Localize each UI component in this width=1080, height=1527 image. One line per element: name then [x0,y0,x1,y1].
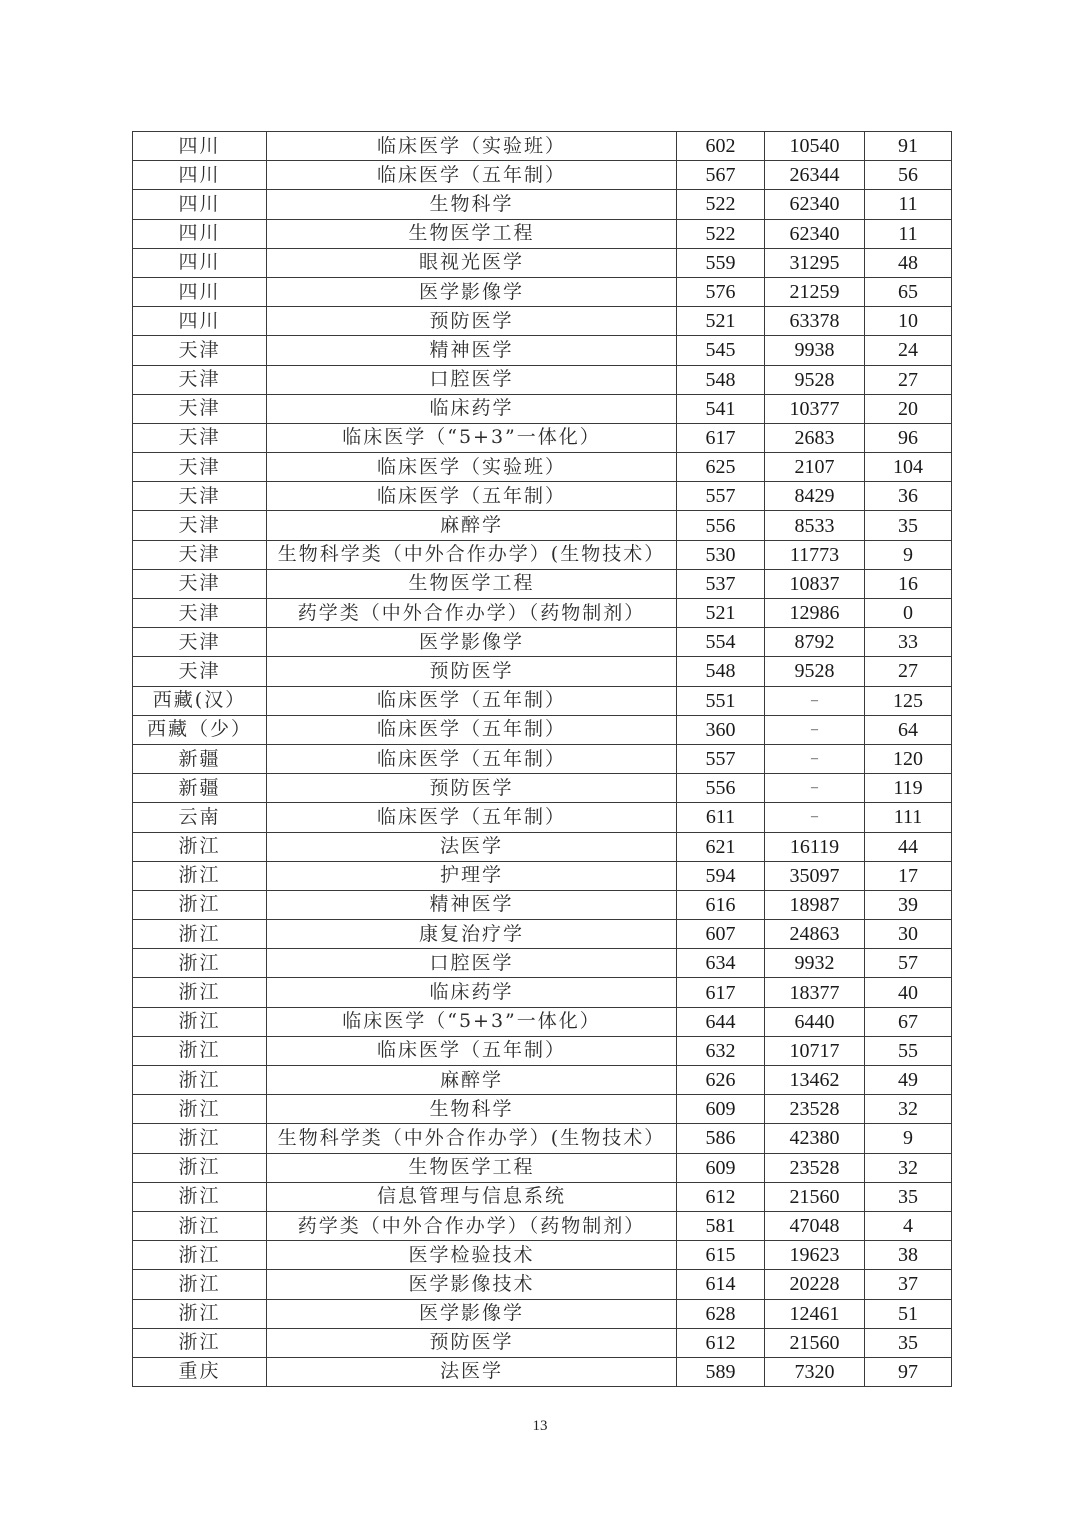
major-cell: 临床医学（实验班） [267,453,677,482]
min-score-cell: 616 [677,890,765,919]
score-over-line-cell: 35 [865,1182,952,1211]
rank-cell: 7320 [765,1357,865,1386]
rank-cell: 8429 [765,482,865,511]
table-row [133,1328,952,1357]
table-row [133,1066,952,1095]
score-over-line-cell: 57 [865,949,952,978]
major-cell: 医学影像技术 [267,1270,677,1299]
min-score-cell: 548 [677,365,765,394]
min-score-cell: 556 [677,774,765,803]
min-score-cell: 607 [677,920,765,949]
rank-cell: 2683 [765,423,865,452]
rank-cell: 26344 [765,161,865,190]
major-cell: 临床医学（“5+3”一体化） [267,1007,677,1036]
province-cell: 天津 [133,423,267,452]
rank-cell: 18987 [765,890,865,919]
province-cell: 天津 [133,365,267,394]
table-row [133,832,952,861]
major-cell: 麻醉学 [267,1066,677,1095]
min-score-cell: 621 [677,832,765,861]
province-cell: 浙江 [133,1066,267,1095]
score-over-line-cell: 91 [865,132,952,161]
min-score-cell: 557 [677,482,765,511]
score-over-line-cell: 49 [865,1066,952,1095]
min-score-cell: 522 [677,219,765,248]
rank-cell: 10717 [765,1036,865,1065]
major-cell: 生物医学工程 [267,569,677,598]
score-over-line-cell: 40 [865,978,952,1007]
province-cell: 四川 [133,161,267,190]
major-cell: 生物科学 [267,190,677,219]
table-row [133,1036,952,1065]
score-over-line-cell: 33 [865,628,952,657]
province-cell: 浙江 [133,1007,267,1036]
province-cell: 浙江 [133,1153,267,1182]
score-over-line-cell: 120 [865,744,952,773]
table-row [133,1211,952,1240]
rank-cell: 62340 [765,219,865,248]
score-over-line-cell: 27 [865,657,952,686]
major-cell: 生物科学类（中外合作办学）(生物技术） [267,540,677,569]
score-over-line-cell: 119 [865,774,952,803]
province-cell: 四川 [133,132,267,161]
province-cell: 四川 [133,277,267,306]
table-row [133,599,952,628]
min-score-cell: 594 [677,861,765,890]
table-row [133,657,952,686]
major-cell: 法医学 [267,832,677,861]
rank-cell: 10377 [765,394,865,423]
major-cell: 药学类（中外合作办学）（药物制剂） [267,1211,677,1240]
rank-cell: 18377 [765,978,865,1007]
major-cell: 临床医学（实验班） [267,132,677,161]
table-row [133,774,952,803]
min-score-cell: 557 [677,744,765,773]
province-cell: 四川 [133,219,267,248]
score-over-line-cell: 30 [865,920,952,949]
major-cell: 生物科学类（中外合作办学）(生物技术） [267,1124,677,1153]
province-cell: 西藏(汉） [133,686,267,715]
min-score-cell: 617 [677,423,765,452]
min-score-cell: 548 [677,657,765,686]
major-cell: 预防医学 [267,774,677,803]
table-row [133,1182,952,1211]
rank-cell: 8792 [765,628,865,657]
table-row [133,248,952,277]
table-row [133,1124,952,1153]
table-row [133,861,952,890]
score-over-line-cell: 9 [865,540,952,569]
major-cell: 临床医学（五年制） [267,803,677,832]
score-over-line-cell: 11 [865,219,952,248]
province-cell: 浙江 [133,1095,267,1124]
table-body [133,132,952,1387]
table-row [133,978,952,1007]
table-row [133,132,952,161]
rank-cell: 2107 [765,453,865,482]
min-score-cell: 625 [677,453,765,482]
score-over-line-cell: 35 [865,511,952,540]
rank-cell: 10837 [765,569,865,598]
province-cell: 浙江 [133,861,267,890]
min-score-cell: 576 [677,277,765,306]
table-row [133,803,952,832]
table-row [133,394,952,423]
rank-cell: – [765,803,865,832]
province-cell: 四川 [133,307,267,336]
score-over-line-cell: 64 [865,715,952,744]
province-cell: 浙江 [133,890,267,919]
table-row [133,453,952,482]
major-cell: 预防医学 [267,307,677,336]
major-cell: 精神医学 [267,890,677,919]
min-score-cell: 586 [677,1124,765,1153]
province-cell: 浙江 [133,1299,267,1328]
province-cell: 浙江 [133,949,267,978]
province-cell: 新疆 [133,774,267,803]
table-row [133,540,952,569]
rank-cell: – [765,715,865,744]
table-row [133,1270,952,1299]
table-row [133,277,952,306]
min-score-cell: 628 [677,1299,765,1328]
major-cell: 眼视光医学 [267,248,677,277]
province-cell: 浙江 [133,1241,267,1270]
table-row [133,920,952,949]
page-number: 13 [532,1418,548,1434]
major-cell: 法医学 [267,1357,677,1386]
rank-cell: 47048 [765,1211,865,1240]
province-cell: 浙江 [133,1124,267,1153]
major-cell: 麻醉学 [267,511,677,540]
score-over-line-cell: 20 [865,394,952,423]
province-cell: 浙江 [133,832,267,861]
rank-cell: 9938 [765,336,865,365]
score-over-line-cell: 32 [865,1153,952,1182]
major-cell: 护理学 [267,861,677,890]
min-score-cell: 602 [677,132,765,161]
major-cell: 临床医学（五年制） [267,1036,677,1065]
min-score-cell: 567 [677,161,765,190]
province-cell: 天津 [133,336,267,365]
min-score-cell: 614 [677,1270,765,1299]
score-over-line-cell: 104 [865,453,952,482]
score-over-line-cell: 10 [865,307,952,336]
min-score-cell: 537 [677,569,765,598]
min-score-cell: 626 [677,1066,765,1095]
table-row [133,1007,952,1036]
table-row [133,511,952,540]
score-over-line-cell: 44 [865,832,952,861]
rank-cell: 9528 [765,365,865,394]
table-row [133,628,952,657]
table-row [133,1299,952,1328]
table-row [133,190,952,219]
province-cell: 浙江 [133,1182,267,1211]
major-cell: 临床医学（五年制） [267,715,677,744]
table-row [133,949,952,978]
province-cell: 天津 [133,628,267,657]
major-cell: 临床药学 [267,394,677,423]
score-over-line-cell: 16 [865,569,952,598]
score-over-line-cell: 55 [865,1036,952,1065]
score-over-line-cell: 9 [865,1124,952,1153]
province-cell: 天津 [133,599,267,628]
score-over-line-cell: 38 [865,1241,952,1270]
rank-cell: 21560 [765,1182,865,1211]
rank-cell: 16119 [765,832,865,861]
score-over-line-cell: 97 [865,1357,952,1386]
rank-cell: 13462 [765,1066,865,1095]
score-over-line-cell: 37 [865,1270,952,1299]
province-cell: 云南 [133,803,267,832]
province-cell: 西藏（少） [133,715,267,744]
rank-cell: 31295 [765,248,865,277]
table-row [133,219,952,248]
min-score-cell: 581 [677,1211,765,1240]
province-cell: 浙江 [133,1270,267,1299]
province-cell: 天津 [133,569,267,598]
major-cell: 临床医学（五年制） [267,161,677,190]
province-cell: 四川 [133,190,267,219]
province-cell: 四川 [133,248,267,277]
table-row [133,744,952,773]
province-cell: 天津 [133,657,267,686]
score-over-line-cell: 48 [865,248,952,277]
major-cell: 临床医学（“5+3”一体化） [267,423,677,452]
min-score-cell: 554 [677,628,765,657]
rank-cell: 20228 [765,1270,865,1299]
score-over-line-cell: 0 [865,599,952,628]
province-cell: 浙江 [133,1036,267,1065]
major-cell: 临床医学（五年制） [267,482,677,511]
min-score-cell: 612 [677,1328,765,1357]
table-row [133,1241,952,1270]
province-cell: 浙江 [133,1328,267,1357]
min-score-cell: 556 [677,511,765,540]
min-score-cell: 609 [677,1095,765,1124]
major-cell: 医学影像学 [267,277,677,306]
score-over-line-cell: 27 [865,365,952,394]
major-cell: 口腔医学 [267,949,677,978]
min-score-cell: 521 [677,599,765,628]
table-row [133,423,952,452]
major-cell: 临床医学（五年制） [267,686,677,715]
table-row [133,569,952,598]
score-over-line-cell: 111 [865,803,952,832]
table-row [133,890,952,919]
min-score-cell: 634 [677,949,765,978]
table-row [133,365,952,394]
province-cell: 浙江 [133,978,267,1007]
rank-cell: 10540 [765,132,865,161]
table-row [133,482,952,511]
rank-cell: 23528 [765,1153,865,1182]
table-row [133,1357,952,1386]
min-score-cell: 632 [677,1036,765,1065]
table-row [133,1153,952,1182]
rank-cell: 35097 [765,861,865,890]
score-over-line-cell: 67 [865,1007,952,1036]
min-score-cell: 609 [677,1153,765,1182]
score-over-line-cell: 96 [865,423,952,452]
major-cell: 生物科学 [267,1095,677,1124]
score-over-line-cell: 125 [865,686,952,715]
rank-cell: 62340 [765,190,865,219]
score-over-line-cell: 51 [865,1299,952,1328]
score-over-line-cell: 4 [865,1211,952,1240]
rank-cell: 11773 [765,540,865,569]
rank-cell: 19623 [765,1241,865,1270]
major-cell: 药学类（中外合作办学）（药物制剂） [267,599,677,628]
major-cell: 医学影像学 [267,1299,677,1328]
min-score-cell: 644 [677,1007,765,1036]
score-over-line-cell: 17 [865,861,952,890]
table-row [133,336,952,365]
table-row [133,1095,952,1124]
min-score-cell: 617 [677,978,765,1007]
min-score-cell: 530 [677,540,765,569]
major-cell: 预防医学 [267,657,677,686]
score-over-line-cell: 56 [865,161,952,190]
major-cell: 预防医学 [267,1328,677,1357]
major-cell: 医学影像学 [267,628,677,657]
province-cell: 浙江 [133,920,267,949]
table-row [133,161,952,190]
min-score-cell: 551 [677,686,765,715]
min-score-cell: 545 [677,336,765,365]
min-score-cell: 612 [677,1182,765,1211]
province-cell: 天津 [133,540,267,569]
min-score-cell: 360 [677,715,765,744]
major-cell: 临床医学（五年制） [267,744,677,773]
province-cell: 天津 [133,511,267,540]
min-score-cell: 521 [677,307,765,336]
province-cell: 新疆 [133,744,267,773]
province-cell: 天津 [133,453,267,482]
min-score-cell: 541 [677,394,765,423]
province-cell: 浙江 [133,1211,267,1240]
min-score-cell: 522 [677,190,765,219]
rank-cell: 9528 [765,657,865,686]
min-score-cell: 611 [677,803,765,832]
province-cell: 天津 [133,394,267,423]
score-over-line-cell: 65 [865,277,952,306]
rank-cell: 8533 [765,511,865,540]
score-over-line-cell: 32 [865,1095,952,1124]
rank-cell: 12461 [765,1299,865,1328]
rank-cell: 24863 [765,920,865,949]
major-cell: 生物医学工程 [267,1153,677,1182]
min-score-cell: 589 [677,1357,765,1386]
major-cell: 康复治疗学 [267,920,677,949]
table-row [133,715,952,744]
score-over-line-cell: 24 [865,336,952,365]
admission-score-table [132,131,952,1387]
major-cell: 口腔医学 [267,365,677,394]
rank-cell: – [765,774,865,803]
score-over-line-cell: 11 [865,190,952,219]
min-score-cell: 615 [677,1241,765,1270]
table-row [133,307,952,336]
rank-cell: 12986 [765,599,865,628]
rank-cell: – [765,686,865,715]
score-over-line-cell: 35 [865,1328,952,1357]
min-score-cell: 559 [677,248,765,277]
province-cell: 重庆 [133,1357,267,1386]
rank-cell: 9932 [765,949,865,978]
rank-cell: 42380 [765,1124,865,1153]
rank-cell: 21560 [765,1328,865,1357]
rank-cell: 21259 [765,277,865,306]
major-cell: 生物医学工程 [267,219,677,248]
score-over-line-cell: 36 [865,482,952,511]
rank-cell: 63378 [765,307,865,336]
rank-cell: 23528 [765,1095,865,1124]
major-cell: 信息管理与信息系统 [267,1182,677,1211]
major-cell: 精神医学 [267,336,677,365]
rank-cell: 6440 [765,1007,865,1036]
major-cell: 医学检验技术 [267,1241,677,1270]
major-cell: 临床药学 [267,978,677,1007]
table-row [133,686,952,715]
score-over-line-cell: 39 [865,890,952,919]
province-cell: 天津 [133,482,267,511]
rank-cell: – [765,744,865,773]
